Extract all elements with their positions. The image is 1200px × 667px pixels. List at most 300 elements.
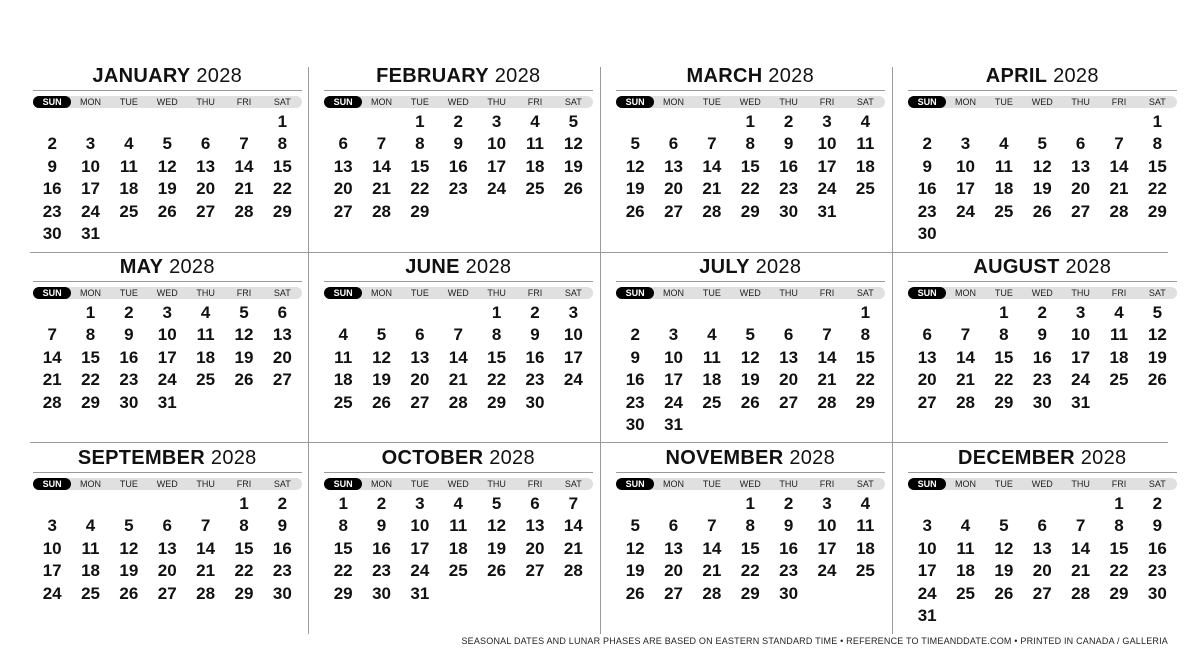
empty-cell: [1100, 111, 1138, 133]
day-cell: 5: [124, 516, 134, 536]
day-cell: 4: [453, 494, 463, 513]
day-cell: 8: [338, 516, 348, 536]
day-cell: 24: [563, 370, 583, 390]
weekday-label: MON: [371, 479, 393, 489]
empty-cell: [225, 111, 263, 133]
day-cell: 31: [81, 223, 100, 243]
day-cell: 28: [702, 583, 722, 603]
weekday-label: THU: [779, 288, 798, 298]
weekday-label: MON: [371, 97, 393, 107]
month-title: [33, 255, 302, 282]
day-cell: 29: [272, 201, 292, 221]
day-cell: 3: [1075, 303, 1086, 322]
day-cell: 25: [855, 561, 875, 581]
day-cell: 18: [994, 179, 1014, 199]
weekday-label: SAT: [856, 479, 874, 489]
day-cell: 20: [196, 179, 216, 199]
day-cell: 11: [994, 156, 1013, 176]
empty-cell: [186, 493, 224, 515]
day-cell: 11: [119, 156, 138, 176]
month-title: [616, 446, 885, 473]
day-cell: 3: [822, 112, 832, 131]
empty-cell: [946, 302, 984, 324]
day-grid: [33, 493, 302, 605]
day-cell: 20: [272, 347, 292, 367]
day-cell: 22: [1147, 179, 1167, 199]
day-cell: 26: [234, 370, 254, 390]
day-cell: 1: [415, 112, 425, 131]
weekday-label: WED: [156, 288, 178, 298]
day-cell: 14: [702, 538, 722, 558]
day-cell: 25: [702, 392, 722, 412]
weekday-label: TUE: [994, 479, 1013, 489]
day-grid: [908, 493, 1177, 627]
day-cell: 26: [1032, 201, 1052, 221]
day-cell: 4: [860, 494, 871, 513]
day-cell: 9: [277, 516, 288, 536]
day-cell: 30: [42, 223, 62, 243]
weekday-label: THU: [487, 288, 506, 298]
day-cell: 10: [157, 325, 177, 345]
day-cell: 17: [956, 179, 975, 199]
day-cell: 7: [707, 134, 717, 154]
empty-cell: [324, 111, 362, 133]
day-cell: 7: [568, 494, 579, 513]
day-cell: 28: [372, 201, 391, 221]
weekday-label: WED: [1031, 288, 1053, 298]
weekday-label: THU: [779, 97, 798, 107]
day-cell: 12: [625, 538, 645, 558]
day-cell: 27: [917, 392, 937, 412]
day-cell: 11: [196, 325, 215, 345]
weekday-label: THU: [1071, 97, 1090, 107]
day-cell: 12: [994, 538, 1014, 558]
empty-cell: [616, 493, 654, 515]
day-cell: 4: [999, 134, 1009, 154]
day-cell: 16: [42, 179, 62, 199]
month-title: [616, 255, 885, 282]
day-cell: 12: [625, 156, 645, 176]
day-cell: 7: [707, 516, 717, 536]
day-cell: 13: [157, 538, 177, 558]
day-cell: 24: [956, 201, 975, 221]
day-cell: 4: [1114, 303, 1124, 322]
day-cell: 13: [779, 347, 799, 367]
day-grid: [616, 302, 885, 436]
day-cell: 2: [453, 112, 463, 131]
day-cell: 22: [81, 370, 100, 390]
day-cell: 26: [157, 201, 177, 221]
day-cell: 23: [119, 370, 139, 390]
day-cell: 6: [415, 325, 425, 345]
empty-cell: [985, 111, 1023, 133]
day-cell: 7: [453, 325, 463, 345]
weekday-label: SUN: [324, 96, 362, 108]
weekday-label: TUE: [410, 479, 429, 489]
weekday-label: MON: [955, 97, 977, 107]
day-cell: 16: [1147, 538, 1167, 558]
day-cell: 16: [448, 156, 468, 176]
day-cell: 26: [563, 179, 583, 199]
day-cell: 22: [1109, 561, 1129, 581]
day-cell: 17: [157, 347, 177, 367]
day-cell: 29: [740, 583, 760, 603]
day-cell: 27: [196, 201, 216, 221]
day-cell: 12: [157, 156, 177, 176]
day-cell: 25: [81, 583, 100, 603]
day-cell: 2: [124, 303, 134, 322]
day-cell: 3: [162, 303, 172, 322]
day-cell: 26: [625, 583, 645, 603]
month-year: 2028: [210, 447, 257, 469]
day-cell: 4: [200, 303, 211, 322]
weekday-label: MON: [80, 97, 102, 107]
weekday-label: THU: [487, 97, 506, 107]
day-cell: 30: [372, 583, 391, 603]
month-title: [908, 64, 1177, 91]
day-cell: 9: [453, 134, 463, 154]
weekday-label: THU: [487, 479, 506, 489]
empty-cell: [731, 302, 769, 324]
day-cell: 13: [196, 156, 216, 176]
day-cell: 15: [994, 347, 1014, 367]
day-cell: 21: [1071, 561, 1091, 581]
day-cell: 27: [1071, 201, 1091, 221]
day-cell: 7: [822, 325, 832, 345]
month-name: JUNE: [405, 256, 460, 278]
day-cell: 22: [740, 179, 760, 199]
day-cell: 17: [81, 179, 100, 199]
day-cell: 21: [817, 370, 837, 390]
day-cell: 20: [410, 370, 430, 390]
empty-cell: [362, 111, 400, 133]
day-cell: 19: [157, 179, 177, 199]
weekday-label: SAT: [564, 288, 582, 298]
day-cell: 21: [448, 370, 468, 390]
weekday-label: SUN: [616, 478, 654, 490]
day-cell: 29: [1109, 583, 1129, 603]
weekday-header: [324, 96, 593, 108]
day-cell: 21: [196, 561, 216, 581]
day-cell: 14: [196, 538, 216, 558]
weekday-label: SAT: [273, 97, 291, 107]
empty-cell: [654, 302, 692, 324]
day-cell: 25: [119, 201, 139, 221]
day-cell: 7: [960, 325, 971, 345]
day-cell: 26: [740, 392, 760, 412]
weekday-label: SAT: [273, 288, 291, 298]
weekday-label: THU: [196, 97, 215, 107]
day-cell: 10: [817, 516, 837, 536]
day-cell: 9: [530, 325, 540, 345]
day-cell: 15: [740, 538, 760, 558]
day-cell: 29: [487, 392, 507, 412]
day-cell: 23: [525, 370, 545, 390]
weekday-label: TUE: [410, 288, 429, 298]
day-grid: [33, 111, 302, 245]
month-title: [908, 255, 1177, 282]
empty-cell: [908, 302, 946, 324]
month-title: [324, 64, 593, 91]
day-cell: 26: [1147, 370, 1167, 390]
day-grid: [908, 111, 1177, 245]
day-cell: 15: [272, 156, 292, 176]
day-cell: 28: [702, 201, 722, 221]
day-cell: 2: [1152, 494, 1163, 513]
day-cell: 25: [1109, 370, 1129, 390]
day-cell: 10: [1071, 325, 1091, 345]
month-july: [613, 255, 898, 445]
day-cell: 9: [1037, 325, 1047, 345]
weekday-label: SAT: [1148, 479, 1166, 489]
day-cell: 11: [334, 347, 353, 367]
day-cell: 5: [1037, 134, 1047, 154]
day-cell: 30: [1147, 583, 1167, 603]
day-cell: 6: [1075, 134, 1086, 154]
day-cell: 29: [333, 583, 353, 603]
weekday-label: MON: [80, 479, 102, 489]
empty-cell: [33, 493, 71, 515]
day-cell: 1: [85, 303, 96, 322]
month-name: MARCH: [686, 65, 763, 87]
weekday-label: FRI: [819, 479, 835, 489]
weekday-label: SUN: [908, 96, 946, 108]
day-cell: 16: [272, 538, 292, 558]
day-cell: 18: [448, 538, 468, 558]
day-cell: 8: [745, 516, 755, 536]
footer-note: SEASONAL DATES AND LUNAR PHASES ARE BASED ON EASTERN STANDARD TIME • REFERENCE TO TIMEANDDATE.COM • PRINTED IN CANADA / GALLERIA: [461, 636, 1168, 646]
day-cell: 23: [779, 561, 799, 581]
day-cell: 11: [1109, 325, 1128, 345]
day-cell: 25: [956, 583, 975, 603]
day-cell: 24: [1071, 370, 1091, 390]
day-cell: 10: [81, 156, 100, 176]
day-cell: 7: [47, 325, 57, 345]
day-cell: 20: [664, 179, 683, 199]
day-cell: 16: [779, 156, 799, 176]
month-january: [30, 64, 315, 254]
day-cell: 8: [415, 134, 425, 154]
weekday-label: THU: [1071, 479, 1090, 489]
day-cell: 6: [162, 516, 172, 536]
day-cell: 21: [234, 179, 254, 199]
day-cell: 11: [449, 516, 468, 536]
day-cell: 19: [563, 156, 583, 176]
month-year: 2028: [768, 65, 814, 87]
month-september: [30, 446, 315, 636]
day-cell: 14: [1071, 538, 1091, 558]
month-year: 2028: [196, 65, 243, 87]
day-cell: 4: [960, 516, 971, 536]
day-cell: 30: [779, 201, 799, 221]
empty-cell: [693, 493, 731, 515]
day-cell: 30: [119, 392, 139, 412]
day-cell: 29: [855, 392, 875, 412]
weekday-label: MON: [663, 288, 685, 298]
day-cell: 22: [855, 370, 875, 390]
day-cell: 22: [410, 179, 430, 199]
day-cell: 22: [272, 179, 292, 199]
empty-cell: [1061, 111, 1099, 133]
day-cell: 29: [81, 392, 100, 412]
day-cell: 14: [817, 347, 837, 367]
day-cell: 27: [157, 583, 177, 603]
day-cell: 11: [702, 347, 721, 367]
day-cell: 17: [563, 347, 583, 367]
day-cell: 28: [42, 392, 62, 412]
day-cell: 4: [707, 325, 717, 345]
weekday-label: SUN: [33, 478, 71, 490]
day-cell: 18: [956, 561, 975, 581]
weekday-label: TUE: [994, 288, 1013, 298]
day-cell: 27: [272, 370, 292, 390]
day-cell: 10: [563, 325, 583, 345]
day-cell: 28: [956, 392, 975, 412]
weekday-label: FRI: [1111, 97, 1127, 107]
day-cell: 6: [668, 516, 679, 536]
day-cell: 9: [124, 325, 134, 345]
weekday-label: FRI: [1111, 479, 1127, 489]
day-cell: 6: [277, 303, 288, 322]
weekday-label: MON: [80, 288, 102, 298]
empty-cell: [693, 302, 731, 324]
day-cell: 4: [530, 112, 540, 131]
day-cell: 26: [372, 392, 391, 412]
day-cell: 19: [740, 370, 760, 390]
day-cell: 4: [860, 112, 871, 131]
empty-cell: [186, 111, 224, 133]
day-cell: 22: [333, 561, 353, 581]
day-cell: 10: [42, 538, 62, 558]
day-cell: 16: [119, 347, 139, 367]
day-cell: 8: [745, 134, 755, 154]
day-cell: 19: [625, 179, 645, 199]
day-cell: 9: [376, 516, 387, 536]
empty-cell: [1023, 111, 1061, 133]
day-cell: 15: [234, 538, 254, 558]
empty-cell: [693, 111, 731, 133]
day-cell: 28: [196, 583, 216, 603]
empty-cell: [362, 302, 400, 324]
month-title: [616, 64, 885, 91]
day-grid: [616, 111, 885, 223]
day-cell: 6: [338, 134, 348, 154]
empty-cell: [769, 302, 807, 324]
day-cell: 15: [487, 347, 507, 367]
day-cell: 13: [333, 156, 353, 176]
day-cell: 2: [47, 134, 57, 154]
month-february: [321, 64, 606, 254]
day-cell: 24: [81, 201, 100, 221]
day-cell: 30: [917, 223, 937, 243]
day-cell: 25: [448, 561, 468, 581]
empty-cell: [808, 302, 846, 324]
day-cell: 16: [372, 538, 391, 558]
empty-cell: [654, 493, 692, 515]
weekday-header: [616, 287, 885, 299]
day-cell: 17: [917, 561, 937, 581]
weekday-label: SUN: [33, 287, 71, 299]
weekday-label: FRI: [236, 479, 252, 489]
day-cell: 3: [491, 112, 502, 131]
day-cell: 10: [410, 516, 430, 536]
month-name: NOVEMBER: [665, 447, 784, 469]
day-cell: 2: [783, 112, 794, 131]
day-cell: 31: [817, 201, 837, 221]
day-cell: 14: [42, 347, 62, 367]
day-cell: 15: [81, 347, 100, 367]
day-cell: 18: [81, 561, 100, 581]
day-cell: 17: [817, 156, 837, 176]
day-cell: 3: [415, 494, 425, 513]
day-cell: 31: [1071, 392, 1091, 412]
day-cell: 22: [994, 370, 1014, 390]
day-cell: 31: [664, 414, 683, 434]
month-april: [905, 64, 1190, 254]
month-title: [908, 446, 1177, 473]
day-cell: 29: [994, 392, 1014, 412]
day-cell: 19: [372, 370, 391, 390]
day-cell: 29: [740, 201, 760, 221]
day-cell: 10: [817, 134, 837, 154]
day-cell: 6: [200, 134, 211, 154]
day-cell: 21: [563, 538, 583, 558]
month-name: MAY: [119, 256, 164, 278]
day-cell: 15: [855, 347, 875, 367]
day-cell: 21: [42, 370, 62, 390]
day-cell: 25: [855, 179, 875, 199]
month-year: 2028: [494, 65, 541, 87]
weekday-label: TUE: [119, 479, 138, 489]
day-cell: 11: [525, 134, 544, 154]
day-cell: 1: [239, 494, 249, 513]
empty-cell: [908, 493, 946, 515]
weekday-header: [324, 478, 593, 490]
month-title: [33, 446, 302, 473]
day-cell: 17: [42, 561, 62, 581]
day-cell: 13: [917, 347, 937, 367]
weekday-header: [33, 478, 302, 490]
day-cell: 6: [530, 494, 540, 513]
day-cell: 9: [1152, 516, 1163, 536]
weekday-label: TUE: [119, 288, 138, 298]
day-cell: 20: [525, 538, 545, 558]
month-title: [324, 446, 593, 473]
day-cell: 28: [1109, 201, 1129, 221]
weekday-label: SAT: [564, 97, 582, 107]
day-cell: 5: [1152, 303, 1163, 322]
day-cell: 18: [119, 179, 139, 199]
weekday-label: THU: [1071, 288, 1090, 298]
day-cell: 4: [85, 516, 96, 536]
day-cell: 8: [1114, 516, 1124, 536]
day-cell: 5: [999, 516, 1009, 536]
day-cell: 19: [234, 347, 254, 367]
day-cell: 20: [779, 370, 799, 390]
day-cell: 14: [234, 156, 254, 176]
day-cell: 24: [817, 179, 837, 199]
day-cell: 19: [119, 561, 139, 581]
day-cell: 21: [702, 179, 722, 199]
month-august: [905, 255, 1190, 445]
day-cell: 7: [200, 516, 211, 536]
day-cell: 8: [239, 516, 249, 536]
empty-cell: [1061, 493, 1099, 515]
day-cell: 3: [922, 516, 932, 536]
weekday-label: MON: [663, 97, 685, 107]
weekday-label: MON: [371, 288, 393, 298]
weekday-label: SUN: [908, 287, 946, 299]
